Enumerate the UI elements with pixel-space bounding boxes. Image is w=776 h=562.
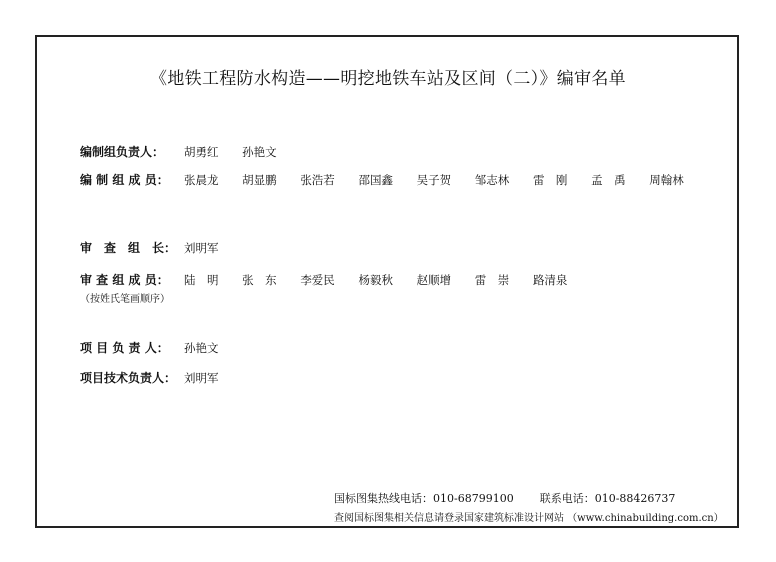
person-name: 陆 明 [184, 273, 219, 287]
row-label: 项目技术负责人： [80, 371, 177, 385]
row-label: 编制组负责人： [80, 145, 165, 159]
person-name: 孙艳文 [184, 341, 219, 355]
person-name: 张 东 [242, 273, 277, 287]
names-list [184, 370, 239, 386]
person-name: 周翰林 [649, 173, 684, 187]
person-name: 胡显鹏 [242, 173, 277, 187]
person-name: 张晨龙 [184, 173, 219, 187]
footer-phone-line [334, 490, 675, 506]
row-label: 审 查 组 长： [80, 241, 177, 255]
ordering-note: （按姓氏笔画顺序） [80, 294, 170, 305]
document-title: 《地铁工程防水构造——明挖地铁车站及区间（二）》编审名单 [150, 69, 626, 89]
person-name: 胡勇红 [184, 145, 219, 159]
person-name: 雷 刚 [532, 173, 568, 187]
footer-website-line: 查阅国标图集相关信息请登录国家建筑标准设计网站 （www.chinabuilding.com.cn） [334, 513, 724, 524]
person-name: 邵国鑫 [358, 173, 393, 187]
contact-label: 联系电话： [539, 492, 595, 505]
names-list [184, 144, 297, 160]
person-name: 路清泉 [532, 273, 568, 287]
person-name: 李爱民 [300, 273, 335, 287]
hotline-number: 010-68799100 [433, 492, 514, 505]
person-name: 张浩若 [300, 173, 335, 187]
person-name: 杨毅秋 [358, 273, 393, 287]
row-label: 审 查 组 成 员： [80, 273, 169, 287]
names-list [184, 340, 239, 356]
person-name: 孟 禹 [591, 173, 626, 187]
hotline-label: 国标图集热线电话： [334, 492, 433, 505]
names-list [184, 172, 684, 188]
row-label: 项 目 负 责 人： [80, 341, 169, 355]
contact-number: 010-88426737 [594, 492, 676, 505]
person-name: 吴子贺 [416, 173, 452, 187]
names-list [184, 240, 239, 256]
person-name: 刘明军 [184, 371, 219, 385]
person-name: 孙艳文 [242, 145, 277, 159]
row-label: 编 制 组 成 员： [80, 173, 169, 187]
person-name: 雷 崇 [474, 273, 510, 287]
person-name: 刘明军 [184, 241, 219, 255]
person-name: 赵顺增 [416, 273, 452, 287]
names-list [184, 272, 587, 288]
person-name: 邹志林 [474, 173, 510, 187]
